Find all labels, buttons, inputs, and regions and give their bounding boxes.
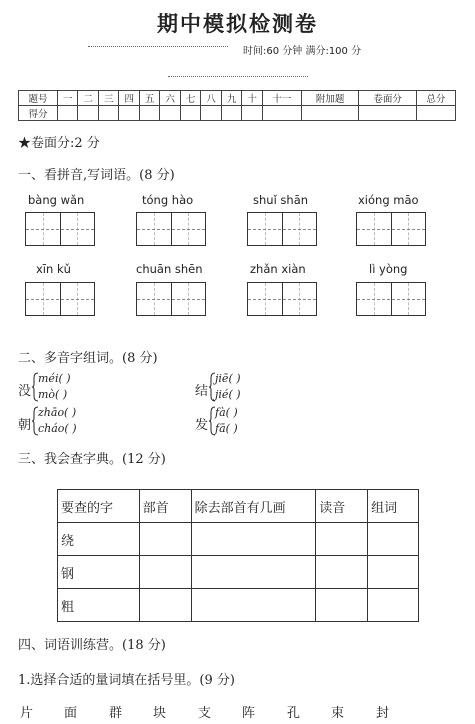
page-title: 期中模拟检测卷 xyxy=(157,11,318,36)
dictionary-char: 绕 xyxy=(58,523,140,556)
dictionary-header: 组词 xyxy=(368,490,419,523)
dictionary-row xyxy=(58,523,419,556)
answer-cell[interactable] xyxy=(368,589,419,622)
polyphone-answer[interactable]: jiē( ) xyxy=(215,372,241,385)
answer-cell[interactable] xyxy=(191,523,316,556)
title-underline-decoration xyxy=(88,46,228,47)
writing-grid[interactable] xyxy=(25,282,95,316)
polyphone-answer[interactable]: cháo( ) xyxy=(38,422,77,435)
polyphone-char: 没 xyxy=(18,384,32,399)
score-input-cell[interactable] xyxy=(180,106,200,121)
writing-grid[interactable] xyxy=(247,282,317,316)
polyphone-answer[interactable]: fā( ) xyxy=(215,422,238,435)
classifier-word: 孔 xyxy=(287,706,301,721)
classifier-word: 片 xyxy=(20,706,34,721)
score-input-cell[interactable] xyxy=(119,106,139,121)
score-cell: 八 xyxy=(201,91,221,106)
pinyin-label: xīn kǔ xyxy=(36,262,71,276)
dictionary-row xyxy=(58,589,419,622)
answer-cell[interactable] xyxy=(316,523,368,556)
pinyin-label: tóng hào xyxy=(142,193,194,207)
dictionary-table xyxy=(57,489,419,622)
score-input-cell[interactable] xyxy=(301,106,359,121)
answer-cell[interactable] xyxy=(139,523,191,556)
dictionary-char: 粗 xyxy=(58,589,140,622)
score-input-cell[interactable] xyxy=(416,106,455,121)
answer-cell[interactable] xyxy=(368,523,419,556)
score-row-label: 得分 xyxy=(19,106,58,121)
answer-cell[interactable] xyxy=(139,556,191,589)
score-cell: 二 xyxy=(78,91,98,106)
score-cell: 题号 xyxy=(19,91,58,106)
score-cell: 六 xyxy=(160,91,180,106)
dictionary-char: 钢 xyxy=(58,556,140,589)
answer-cell[interactable] xyxy=(368,556,419,589)
score-cell: 三 xyxy=(98,91,118,106)
name-line-decoration xyxy=(168,76,308,77)
score-input-cell[interactable] xyxy=(160,106,180,121)
score-input-cell[interactable] xyxy=(262,106,301,121)
exam-meta: 时间:60 分钟 满分:100 分 xyxy=(243,46,362,57)
pinyin-label: xióng māo xyxy=(358,193,419,207)
polyphone-answer[interactable]: jié( ) xyxy=(215,388,241,401)
score-input-cell[interactable] xyxy=(58,106,78,121)
pinyin-label: bàng wǎn xyxy=(28,193,85,207)
polyphone-answer[interactable]: zhāo( ) xyxy=(38,406,77,419)
score-cell: 附加题 xyxy=(301,91,359,106)
score-input-cell[interactable] xyxy=(359,106,417,121)
neatness-bonus-note: ★卷面分:2 分 xyxy=(18,136,100,151)
classifier-word: 封 xyxy=(376,706,390,721)
dictionary-header: 要查的字 xyxy=(58,490,140,523)
classifier-word: 群 xyxy=(109,706,123,721)
score-input-cell[interactable] xyxy=(98,106,118,121)
writing-grid[interactable] xyxy=(136,282,206,316)
classifier-word: 支 xyxy=(198,706,212,721)
answer-cell[interactable] xyxy=(316,556,368,589)
section2-heading: 二、多音字组词。(8 分) xyxy=(18,351,158,366)
dictionary-header: 除去部首有几画 xyxy=(191,490,316,523)
polyphone-answer[interactable]: fà( ) xyxy=(215,406,238,419)
pinyin-label: zhǎn xiàn xyxy=(250,262,306,276)
score-cell: 四 xyxy=(119,91,139,106)
score-table-score-row xyxy=(19,106,456,121)
section4-subheading: 1.选择合适的量词填在括号里。(9 分) xyxy=(18,673,235,688)
score-cell: 七 xyxy=(180,91,200,106)
score-cell: 十一 xyxy=(262,91,301,106)
writing-grid[interactable] xyxy=(136,212,206,246)
dictionary-header-row xyxy=(58,490,419,523)
section3-heading: 三、我会查字典。(12 分) xyxy=(18,452,166,467)
writing-grid[interactable] xyxy=(356,212,426,246)
answer-cell[interactable] xyxy=(139,589,191,622)
answer-cell[interactable] xyxy=(191,556,316,589)
polyphone-char: 朝 xyxy=(18,418,32,433)
score-input-cell[interactable] xyxy=(221,106,241,121)
score-table-header-row xyxy=(19,91,456,106)
score-cell: 卷面分 xyxy=(359,91,417,106)
score-cell: 九 xyxy=(221,91,241,106)
polyphone-answer[interactable]: mò( ) xyxy=(38,388,68,401)
score-input-cell[interactable] xyxy=(78,106,98,121)
pinyin-label: shuǐ shān xyxy=(253,193,309,207)
score-input-cell[interactable] xyxy=(139,106,159,121)
pinyin-label: chuān shēn xyxy=(136,262,203,276)
section4-heading: 四、词语训练营。(18 分) xyxy=(18,638,166,653)
writing-grid[interactable] xyxy=(25,212,95,246)
classifier-word: 面 xyxy=(64,706,78,721)
dictionary-header: 读音 xyxy=(316,490,368,523)
classifier-word: 块 xyxy=(153,706,167,721)
writing-grid[interactable] xyxy=(247,212,317,246)
classifier-word: 阵 xyxy=(242,706,256,721)
dictionary-row xyxy=(58,556,419,589)
polyphone-answer[interactable]: méi( ) xyxy=(38,372,71,385)
score-cell: 十 xyxy=(242,91,262,106)
writing-grid[interactable] xyxy=(356,282,426,316)
polyphone-char: 发 xyxy=(195,418,209,433)
score-cell: 一 xyxy=(58,91,78,106)
score-cell: 总分 xyxy=(416,91,455,106)
score-table xyxy=(18,90,456,121)
section1-heading: 一、看拼音,写词语。(8 分) xyxy=(18,168,175,183)
score-cell: 五 xyxy=(139,91,159,106)
answer-cell[interactable] xyxy=(316,589,368,622)
answer-cell[interactable] xyxy=(191,589,316,622)
score-input-cell[interactable] xyxy=(201,106,221,121)
dictionary-header: 部首 xyxy=(139,490,191,523)
classifier-word: 束 xyxy=(331,706,345,721)
pinyin-label: lì yòng xyxy=(369,262,408,276)
score-input-cell[interactable] xyxy=(242,106,262,121)
polyphone-char: 结 xyxy=(195,384,209,399)
